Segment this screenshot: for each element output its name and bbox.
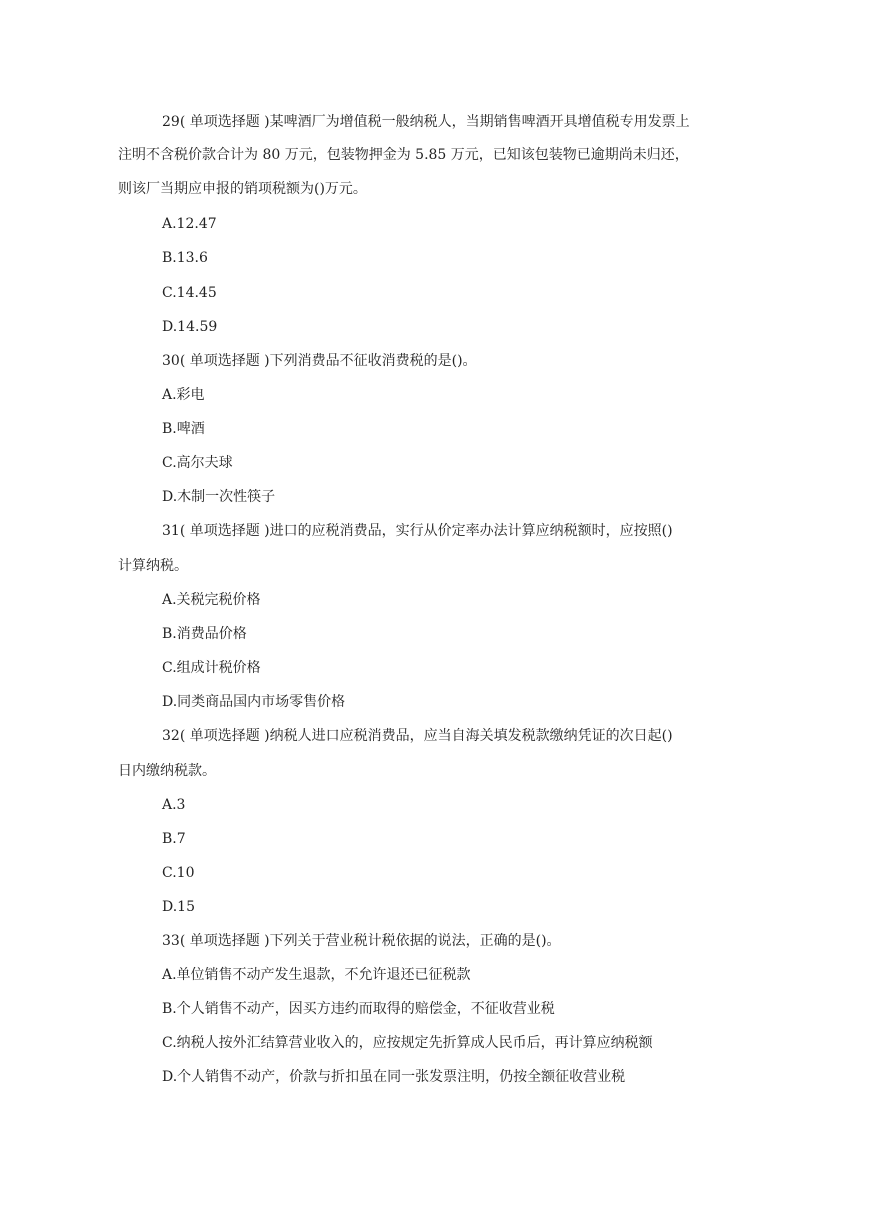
- option-b: B.消费品价格: [162, 626, 247, 642]
- question-line: 33( 单项选择题 )下列关于营业税计税依据的说法，正确的是()。: [162, 933, 561, 949]
- option-d: D.14.59: [162, 319, 218, 335]
- option-c: C.纳税人按外汇结算营业收入的，应按规定先折算成人民币后，再计算应纳税额: [162, 1035, 653, 1051]
- option-d: D.木制一次性筷子: [162, 489, 276, 505]
- option-c: C.组成计税价格: [162, 660, 261, 676]
- option-d: D.个人销售不动产，价款与折扣虽在同一张发票注明，仍按全额征收营业税: [162, 1069, 626, 1085]
- option-a: A.关税完税价格: [162, 592, 261, 608]
- question-line: 计算纳税。: [118, 558, 188, 574]
- option-a: A.12.47: [162, 216, 217, 232]
- question-line: 31( 单项选择题 )进口的应税消费品，实行从价定率办法计算应纳税额时，应按照(): [162, 523, 673, 539]
- option-b: B.个人销售不动产，因买方违约而取得的赔偿金，不征收营业税: [162, 1001, 555, 1017]
- question-line: 29( 单项选择题 )某啤酒厂为增值税一般纳税人，当期销售啤酒开具增值税专用发票上: [162, 114, 690, 130]
- option-b: B.7: [162, 831, 186, 847]
- option-c: C.14.45: [162, 285, 217, 301]
- option-a: A.单位销售不动产发生退款，不允许退还已征税款: [162, 967, 471, 983]
- option-b: B.13.6: [162, 250, 208, 266]
- question-line: 日内缴纳税款。: [118, 763, 216, 779]
- question-line: 注明不含税价款合计为 80 万元，包装物押金为 5.85 万元，已知该包装物已逾期尚未归还，: [118, 147, 689, 163]
- option-d: D.15: [162, 899, 195, 915]
- option-a: A.3: [162, 797, 186, 813]
- option-b: B.啤酒: [162, 421, 205, 437]
- option-a: A.彩电: [162, 387, 205, 403]
- option-d: D.同类商品国内市场零售价格: [162, 694, 346, 710]
- question-line: 32( 单项选择题 )纳税人进口应税消费品，应当自海关填发税款缴纳凭证的次日起(): [162, 728, 673, 744]
- option-c: C.高尔夫球: [162, 455, 233, 471]
- question-line: 则该厂当期应申报的销项税额为()万元。: [118, 181, 367, 197]
- question-line: 30( 单项选择题 )下列消费品不征收消费税的是()。: [162, 353, 477, 369]
- option-c: C.10: [162, 865, 195, 881]
